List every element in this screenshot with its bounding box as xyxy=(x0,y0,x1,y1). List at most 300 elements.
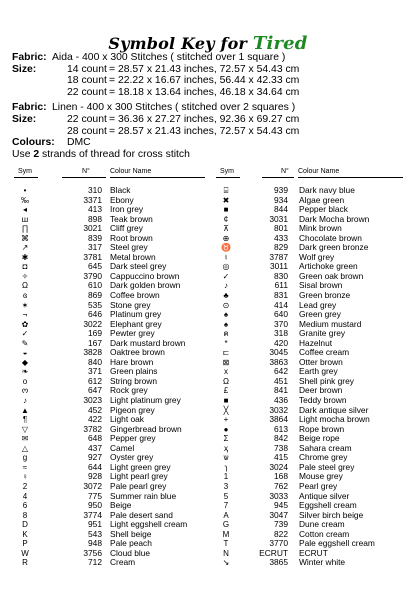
dmc-number: 3790 xyxy=(83,270,102,281)
dmc-number: 801 xyxy=(274,223,288,234)
dmc-number: 310 xyxy=(88,185,102,195)
table-row xyxy=(0,396,210,406)
symbol-cell: A xyxy=(223,510,229,520)
colour-name: Light mocha brown xyxy=(299,414,370,425)
symbol-cell: 2 xyxy=(22,481,28,491)
fabric2-size-row-0 xyxy=(12,114,412,126)
rule-sym-right xyxy=(216,177,240,178)
dmc-number: 842 xyxy=(274,433,288,444)
colour-name: Cream xyxy=(110,557,136,568)
symbol-cell: 8 xyxy=(22,510,28,520)
table-row xyxy=(0,339,210,349)
dmc-number: 3756 xyxy=(83,547,102,558)
symbol-cell: ო xyxy=(21,386,29,396)
symbol-cell: o xyxy=(22,376,28,386)
table-row xyxy=(0,472,210,482)
symbol-cell: ɞ xyxy=(22,291,28,301)
header-name-left: Colour Name xyxy=(110,168,152,175)
symbol-cell: ✎ xyxy=(21,338,29,348)
colour-name: Dark navy blue xyxy=(299,185,355,195)
symbol-cell: Ω xyxy=(223,376,229,386)
colour-name: Elephant grey xyxy=(110,318,162,329)
colour-name: Light green grey xyxy=(110,461,171,472)
symbol-cell: ╳ xyxy=(223,405,229,415)
dmc-number: 822 xyxy=(274,528,288,539)
colour-name: Green plains xyxy=(110,366,158,377)
dmc-number: 646 xyxy=(88,309,102,320)
colour-name: Coffee brown xyxy=(110,290,160,301)
symbol-cell: 7 xyxy=(223,501,229,511)
symbol-cell: Σ xyxy=(223,434,229,444)
dmc-number: 950 xyxy=(88,500,102,511)
symbol-cell: ค xyxy=(223,329,229,339)
size-dims: = 36.36 x 27.27 inches, 92.36 x 69.27 cm xyxy=(109,113,300,125)
left-column xyxy=(0,186,210,568)
table-row xyxy=(0,358,210,368)
dmc-number: 928 xyxy=(88,471,102,482)
symbol-cell: ⌸ xyxy=(223,186,229,195)
dmc-number: 3024 xyxy=(269,461,288,472)
symbol-cell: ✿ xyxy=(21,319,29,329)
symbol-cell: ⊏ xyxy=(222,348,230,358)
symbol-cell: ▲ xyxy=(21,405,29,415)
table-row xyxy=(0,377,210,387)
title-accent: Tired xyxy=(252,33,308,54)
fabric2-text: Linen - 400 x 300 Stitches ( stitched over 2 squares ) xyxy=(52,102,296,114)
table-row xyxy=(0,463,210,473)
table-row xyxy=(0,310,210,320)
colour-name: Pewter grey xyxy=(110,328,155,339)
table-row xyxy=(0,406,210,416)
dmc-number: 869 xyxy=(88,290,102,301)
dmc-number: 451 xyxy=(274,375,288,386)
dmc-number: 3032 xyxy=(269,404,288,415)
fabric1-label: Fabric: xyxy=(12,52,47,63)
dmc-number: 413 xyxy=(88,204,102,215)
fabric1-size-row-2 xyxy=(12,87,412,99)
dmc-number: 844 xyxy=(274,204,288,215)
colour-name: Antique silver xyxy=(299,490,350,501)
fabric-info xyxy=(12,52,412,160)
table-row xyxy=(0,444,210,454)
colour-name: Granite grey xyxy=(299,328,346,339)
symbol-cell: ҳ xyxy=(224,443,228,453)
symbol-cell: W xyxy=(21,548,29,558)
table-row xyxy=(0,348,210,358)
colour-name: Green oak brown xyxy=(299,270,364,281)
size-label: Size: xyxy=(12,63,37,75)
rule-name-left xyxy=(110,177,205,178)
dmc-number: 829 xyxy=(274,242,288,253)
colour-name: Chocolate brown xyxy=(299,232,362,243)
colour-name: Lead grey xyxy=(299,299,337,310)
colour-name: Hare brown xyxy=(110,356,154,367)
dmc-number: 414 xyxy=(274,299,288,310)
symbol-cell: T xyxy=(223,539,229,549)
colour-name: Pigeon grey xyxy=(110,404,155,415)
dmc-number: 543 xyxy=(88,528,102,539)
symbol-cell: N xyxy=(223,548,229,558)
dmc-number: 738 xyxy=(274,442,288,453)
table-row xyxy=(0,234,210,244)
dmc-number: 169 xyxy=(88,328,102,339)
dmc-number: 898 xyxy=(88,213,102,224)
table-row xyxy=(0,196,210,206)
header-name-right: Colour Name xyxy=(298,168,340,175)
colour-name: Dark antique silver xyxy=(299,404,369,415)
dmc-number: 840 xyxy=(88,356,102,367)
symbol-cell: ◘ xyxy=(22,262,28,272)
colour-name: Shell beige xyxy=(110,528,152,539)
dmc-number: 645 xyxy=(88,261,102,272)
table-row xyxy=(0,243,210,253)
fabric2-row xyxy=(12,102,412,114)
symbol-cell: * xyxy=(224,338,228,348)
symbol-cell: ◒ xyxy=(22,348,28,358)
colour-name: Green bronze xyxy=(299,290,351,301)
symbol-cell: ♠ xyxy=(223,319,229,329)
dmc-number: 3864 xyxy=(269,414,288,425)
dmc-number: 3770 xyxy=(269,538,288,549)
table-row xyxy=(0,224,210,234)
symbol-cell: ш xyxy=(21,214,29,224)
dmc-number: 415 xyxy=(274,452,288,463)
table-row xyxy=(0,186,210,196)
dmc-number: 640 xyxy=(274,309,288,320)
symbol-cell: ✶ xyxy=(21,300,29,310)
colour-name: Dune cream xyxy=(299,519,345,530)
colour-name: Winter white xyxy=(299,557,346,568)
symbol-cell: ♀ xyxy=(22,472,28,482)
dmc-number: 3021 xyxy=(83,223,102,234)
symbol-cell: G xyxy=(222,520,230,530)
fabric1-size-row-1 xyxy=(12,75,412,87)
symbol-cell: ⊙ xyxy=(222,300,230,310)
colour-name: Cliff grey xyxy=(110,223,143,234)
colour-name: Summer rain blue xyxy=(110,490,177,501)
header-num-right: N° xyxy=(281,168,289,175)
symbol-cell: 6 xyxy=(22,501,28,511)
colour-name: Pale peach xyxy=(110,538,152,549)
dmc-number: ECRUT xyxy=(259,547,288,558)
colour-name: Medium mustard xyxy=(299,318,362,329)
dmc-number: 3023 xyxy=(83,395,102,406)
symbol-cell: ¬ xyxy=(22,310,28,320)
size-label: Size: xyxy=(12,113,37,125)
colour-name: Steel grey xyxy=(110,242,148,253)
symbol-cell: ✧ xyxy=(21,271,29,281)
symbol-cell: ♠ xyxy=(223,310,229,320)
colour-name: Dark mustard brown xyxy=(110,337,186,348)
table-row xyxy=(0,558,210,568)
colour-name: Black xyxy=(110,185,131,195)
symbol-cell: £ xyxy=(223,386,229,396)
symbol-cell: M xyxy=(222,529,230,539)
symbol-cell: ✓ xyxy=(222,271,230,281)
symbol-cell: ♣ xyxy=(223,291,229,301)
symbol-cell: ¶ xyxy=(22,415,28,425)
colour-name: Pearl grey xyxy=(299,480,338,491)
colour-name: Algae green xyxy=(299,194,345,205)
symbol-cell: + xyxy=(223,415,229,425)
dmc-number: 831 xyxy=(274,290,288,301)
table-row xyxy=(0,501,210,511)
dmc-number: 3787 xyxy=(269,251,288,262)
table-row xyxy=(205,558,415,568)
size-dims: = 28.57 x 21.43 inches, 72.57 x 54.43 cm xyxy=(109,63,300,75)
header-sym-left: Sym xyxy=(18,168,32,175)
dmc-number: 3072 xyxy=(83,480,102,491)
dmc-number: 611 xyxy=(274,280,288,291)
colour-name: Silver birch beige xyxy=(299,509,364,520)
colour-name: Wolf grey xyxy=(299,251,335,262)
symbol-cell: ▽ xyxy=(21,424,29,434)
table-row xyxy=(0,549,210,559)
colour-name: Artichoke green xyxy=(299,261,358,272)
symbol-cell: P xyxy=(22,539,28,549)
symbol-cell: ✖ xyxy=(222,195,230,205)
fabric1-text: Aida - 400 x 300 Stitches ( stitched over 1 square ) xyxy=(52,52,286,63)
symbol-cell: ■ xyxy=(223,205,229,215)
symbol-cell: D xyxy=(22,520,28,530)
right-column xyxy=(205,186,415,568)
dmc-number: 436 xyxy=(274,395,288,406)
dmc-number: 370 xyxy=(274,318,288,329)
symbol-cell: △ xyxy=(21,443,29,453)
symbol-cell: ❧ xyxy=(21,367,29,377)
dmc-number: 610 xyxy=(88,280,102,291)
colour-name: Sisal brown xyxy=(299,280,343,291)
colour-name: Dark green bronze xyxy=(299,242,369,253)
symbol-cell: R xyxy=(22,558,28,568)
header-num-left: N° xyxy=(82,168,90,175)
size-count: 22 count xyxy=(67,86,107,98)
rule-name-right xyxy=(298,177,403,178)
title-prefix: Symbol Key for xyxy=(108,34,253,53)
colour-name: Green grey xyxy=(299,309,341,320)
dmc-number: 318 xyxy=(274,328,288,339)
colour-name: Deer brown xyxy=(299,385,343,396)
size-count: 18 count xyxy=(67,75,107,87)
colour-name: Pale pearl grey xyxy=(110,480,167,491)
colour-name: Light eggshell cream xyxy=(110,519,188,530)
table-row xyxy=(0,425,210,435)
colour-name: Mink brown xyxy=(299,223,342,234)
table-row xyxy=(0,482,210,492)
symbol-cell: ⊼ xyxy=(223,224,229,234)
symbol-cell: ∏ xyxy=(21,224,29,234)
dmc-number: 927 xyxy=(88,452,102,463)
dmc-number: 452 xyxy=(88,404,102,415)
symbol-cell: ≈ xyxy=(22,462,28,472)
colour-name: Oyster grey xyxy=(110,452,154,463)
dmc-number: 3022 xyxy=(83,318,102,329)
symbol-cell: x xyxy=(224,367,228,377)
dmc-number: 3863 xyxy=(269,356,288,367)
symbol-cell: ✓ xyxy=(21,329,29,339)
dmc-number: 168 xyxy=(274,471,288,482)
symbol-cell: ⊕ xyxy=(222,233,230,243)
dmc-number: 775 xyxy=(88,490,102,501)
size-dims: = 18.18 x 13.64 inches, 46.18 x 34.64 cm xyxy=(109,86,300,98)
fabric2-label: Fabric: xyxy=(12,102,47,114)
table-row xyxy=(0,492,210,502)
symbol-cell: ↗ xyxy=(21,243,29,253)
colour-name: Pale eggshell cream xyxy=(299,538,375,549)
dmc-number: 3828 xyxy=(83,347,102,358)
dmc-number: 3011 xyxy=(269,261,288,272)
symbol-cell: • xyxy=(23,186,27,195)
dmc-number: 3033 xyxy=(269,490,288,501)
symbol-cell: Ω xyxy=(22,281,28,291)
colour-name: Chrome grey xyxy=(299,452,348,463)
table-row xyxy=(0,530,210,540)
symbol-cell: ♪ xyxy=(23,396,27,406)
colour-name: Root brown xyxy=(110,232,153,243)
colour-name: Ebony xyxy=(110,194,134,205)
strands-pre: Use xyxy=(12,148,34,160)
symbol-cell: ⊠ xyxy=(222,357,230,367)
rule-sym-left xyxy=(14,177,38,178)
symbol-cell: ‰ xyxy=(21,195,29,205)
size-dims: = 28.57 x 21.43 inches, 72.57 x 54.43 cm xyxy=(109,125,300,137)
colour-name: Pepper grey xyxy=(110,433,156,444)
colour-name: Rock grey xyxy=(110,385,148,396)
dmc-number: 642 xyxy=(274,366,288,377)
colour-name: Coffee cream xyxy=(299,347,350,358)
table-row xyxy=(0,281,210,291)
colour-name: Dark steel grey xyxy=(110,261,167,272)
dmc-number: 951 xyxy=(88,519,102,530)
table-row xyxy=(0,253,210,263)
dmc-number: 3031 xyxy=(269,213,288,224)
colour-name: Oaktree brown xyxy=(110,347,165,358)
dmc-number: 739 xyxy=(274,519,288,530)
colour-name: ECRUT xyxy=(299,547,328,558)
symbol-cell: ■ xyxy=(223,396,229,406)
colour-name: Stone grey xyxy=(110,299,151,310)
symbol-cell: K xyxy=(22,529,28,539)
colour-name: Metal brown xyxy=(110,251,156,262)
colour-name: Light platinum grey xyxy=(110,395,181,406)
dmc-number: 644 xyxy=(88,461,102,472)
dmc-number: 3781 xyxy=(83,251,102,262)
dmc-number: 612 xyxy=(88,375,102,386)
dmc-number: 648 xyxy=(88,433,102,444)
dmc-number: 762 xyxy=(274,480,288,491)
dmc-number: 3047 xyxy=(269,509,288,520)
rule-num-right xyxy=(262,177,294,178)
colour-name: Shell pink grey xyxy=(299,375,354,386)
table-row xyxy=(0,453,210,463)
dmc-number: 839 xyxy=(88,232,102,243)
symbol-cell: ♉ xyxy=(221,243,231,253)
colour-name: Pale steel grey xyxy=(299,461,355,472)
colour-name: Dark Mocha brown xyxy=(299,213,370,224)
rule-num-left xyxy=(62,177,106,178)
table-row xyxy=(0,205,210,215)
symbol-cell: ¢ xyxy=(223,214,229,224)
symbol-cell: ♪ xyxy=(224,281,228,291)
dmc-number: 422 xyxy=(88,414,102,425)
colour-name: Otter brown xyxy=(299,356,343,367)
symbol-cell: 5 xyxy=(223,491,229,501)
colour-name: Cloud blue xyxy=(110,547,151,558)
dmc-number: 830 xyxy=(274,270,288,281)
table-row xyxy=(0,301,210,311)
symbol-cell: ● xyxy=(223,424,229,434)
colour-name: Iron grey xyxy=(110,204,144,215)
colour-name: Platinum grey xyxy=(110,309,162,320)
table-row xyxy=(0,434,210,444)
header-sym-right: Sym xyxy=(220,168,234,175)
strands-post: strands of thread for cross stitch xyxy=(39,148,190,160)
dmc-number: 167 xyxy=(88,337,102,348)
symbol-cell: ♮ xyxy=(224,252,228,262)
colour-name: Earth grey xyxy=(299,366,338,377)
table-row xyxy=(0,520,210,530)
symbol-cell: ѡ xyxy=(223,453,229,463)
fabric1-size-row-0 xyxy=(12,64,412,76)
size-count: 28 count xyxy=(67,125,107,137)
page-title xyxy=(0,33,416,54)
dmc-number: 945 xyxy=(274,500,288,511)
dmc-number: 420 xyxy=(274,337,288,348)
colour-name: Teak brown xyxy=(110,213,153,224)
colour-name: Dark golden brown xyxy=(110,280,181,291)
colour-name: Teddy brown xyxy=(299,395,347,406)
dmc-number: 3782 xyxy=(83,423,102,434)
table-row xyxy=(0,320,210,330)
dmc-number: 437 xyxy=(88,442,102,453)
strands-row xyxy=(12,149,412,161)
table-row xyxy=(0,291,210,301)
colour-name: Mouse grey xyxy=(299,471,343,482)
size-dims: = 22.22 x 16.67 inches, 56.44 x 42.33 cm xyxy=(109,75,300,87)
symbol-cell: ↘ xyxy=(222,558,230,568)
dmc-number: 371 xyxy=(88,366,102,377)
colour-name: String brown xyxy=(110,375,158,386)
symbol-cell: 3 xyxy=(223,481,229,491)
dmc-number: 535 xyxy=(88,299,102,310)
dmc-number: 934 xyxy=(274,194,288,205)
table-row xyxy=(0,367,210,377)
size-count: 22 count xyxy=(67,113,107,125)
dmc-number: 948 xyxy=(88,538,102,549)
symbol-cell: ✱ xyxy=(21,252,29,262)
dmc-number: 613 xyxy=(274,423,288,434)
colour-name: Gingerbread brown xyxy=(110,423,182,434)
dmc-number: 3774 xyxy=(83,509,102,520)
symbol-cell: 1 xyxy=(223,472,229,482)
colour-name: Light pearl grey xyxy=(110,471,168,482)
symbol-cell: ✉ xyxy=(21,434,29,444)
size-count: 14 count xyxy=(67,63,107,75)
colours-row xyxy=(12,137,412,149)
symbol-cell: ɿ xyxy=(224,462,228,472)
colour-name: Beige xyxy=(110,500,132,511)
symbol-cell: ◂ xyxy=(22,205,27,215)
colour-name: Camel xyxy=(110,442,135,453)
colour-name: Beige rope xyxy=(299,433,340,444)
colour-name: Cotton cream xyxy=(299,528,350,539)
colour-name: Sahara cream xyxy=(299,442,352,453)
dmc-number: 841 xyxy=(274,385,288,396)
dmc-number: 317 xyxy=(88,242,102,253)
symbol-cell: ◆ xyxy=(21,357,29,367)
dmc-number: 3045 xyxy=(269,347,288,358)
symbol-cell: ⌘ xyxy=(21,233,29,243)
